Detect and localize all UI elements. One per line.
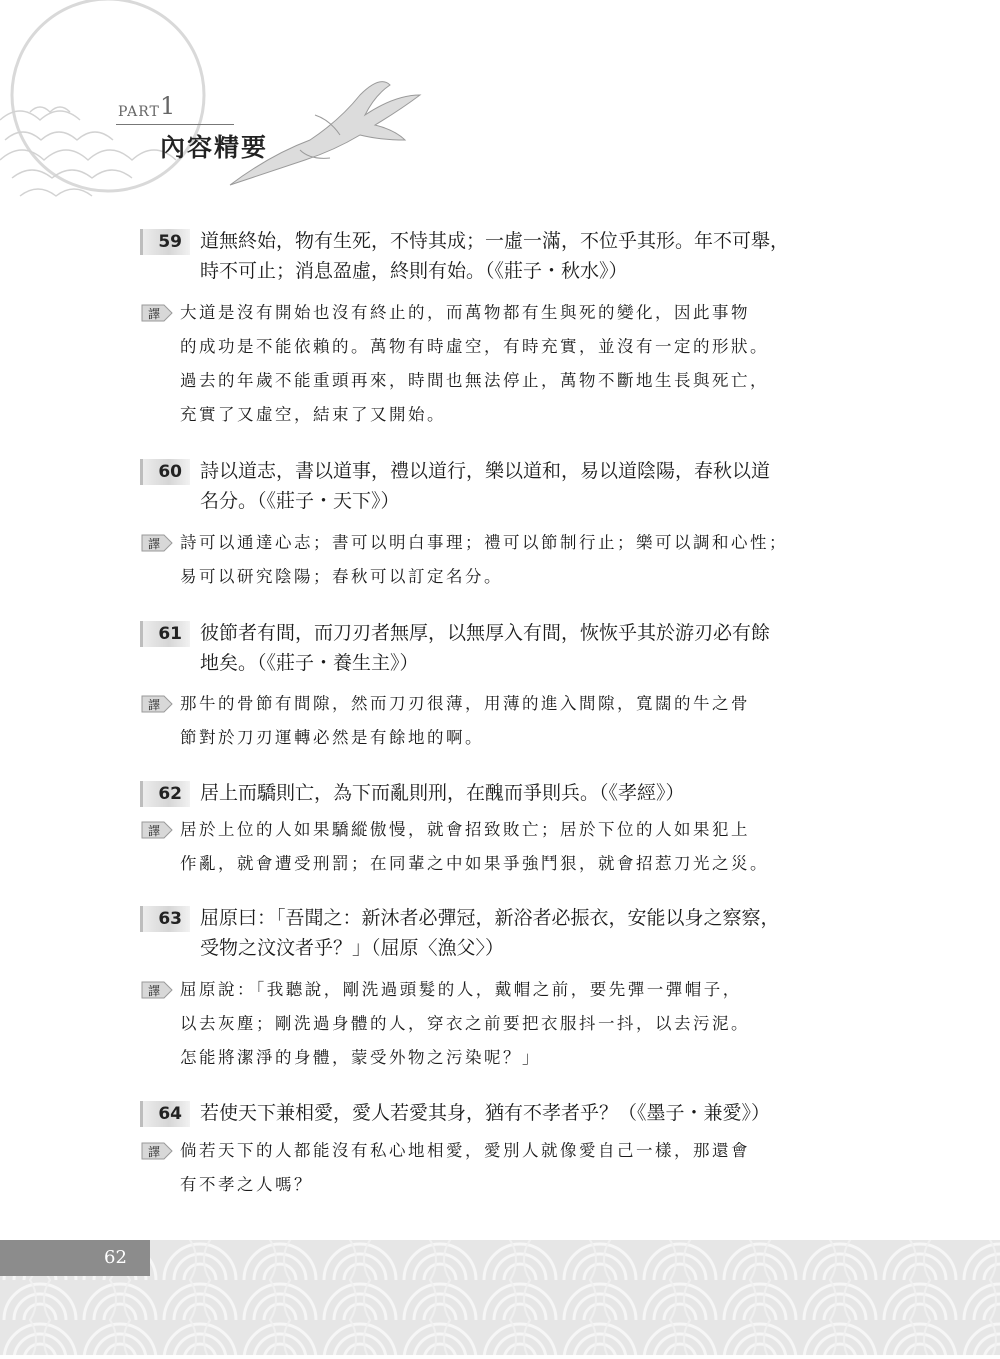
translation-line: 的成功是不能依賴的。萬物有時虛空，有時充實，並沒有一定的形狀。	[180, 337, 769, 356]
original-line: 地矣。（《莊子・養生主》）	[200, 652, 419, 674]
original-line: 受物之汶汶者乎？」（屈原〈漁父〉）	[200, 937, 505, 959]
original-text	[200, 618, 840, 678]
entry-number-badge: 59	[140, 229, 190, 255]
translation-text	[180, 813, 840, 881]
translation-line: 過去的年歲不能重頭再來，時間也無法停止，萬物不斷地生長與死亡，	[180, 371, 769, 390]
translation-badge-icon	[140, 533, 174, 553]
translation-line: 怎能將潔淨的身體，蒙受外物之污染呢？」	[180, 1048, 541, 1067]
entry-number-badge: 60	[140, 459, 190, 485]
translation-line: 充實了又虛空，結束了又開始。	[180, 405, 446, 424]
original-text	[200, 903, 840, 963]
original-text	[200, 226, 840, 286]
translation-line: 倘若天下的人都能沒有私心地相愛，愛別人就像愛自己一樣，那還會	[180, 1141, 750, 1160]
translation-badge-icon	[140, 1141, 174, 1161]
original-line: 屈原曰：「吾聞之：新沐者必彈冠，新浴者必振衣，安能以身之察察，	[200, 907, 780, 929]
original-line: 詩以道志，書以道事，禮以道行，樂以道和，易以道陰陽，春秋以道	[200, 460, 771, 482]
original-line: 若使天下兼相愛，愛人若愛其身，猶有不孝者乎？（《墨子・兼愛》）	[200, 1102, 771, 1124]
section-title: 內容精要	[160, 133, 269, 162]
translation-line: 詩可以通達心志；書可以明白事理；禮可以節制行止；樂可以調和心性；	[180, 533, 788, 552]
translation-label: 譯	[147, 984, 161, 998]
entry-number-badge: 63	[140, 906, 190, 932]
translation-line: 節對於刀刃運轉必然是有餘地的啊。	[180, 728, 484, 747]
original-line: 名分。（《莊子・天下》）	[200, 490, 400, 512]
translation-line: 以去灰塵；剛洗過身體的人，穿衣之前要把衣服抖一抖，以去污泥。	[180, 1014, 750, 1033]
translation-line: 屈原說：「我聽說，剛洗過頭髮的人，戴帽之前，要先彈一彈帽子，	[180, 980, 742, 999]
original-line: 居上而驕則亡，為下而亂則刑，在醜而爭則兵。（《孝經》）	[200, 782, 685, 804]
translation-label: 譯	[147, 824, 161, 838]
translation-line: 居於上位的人如果驕縱傲慢，就會招致敗亡；居於下位的人如果犯上	[180, 820, 750, 839]
translation-line: 易可以研究陰陽；春秋可以訂定名分。	[180, 567, 503, 586]
translation-label: 譯	[147, 307, 161, 321]
original-text	[200, 778, 840, 808]
translation-line: 大道是沒有開始也沒有終止的，而萬物都有生與死的變化，因此事物	[180, 303, 750, 322]
translation-line: 作亂，就會遭受刑罰；在同輩之中如果爭強鬥狠，就會招惹刀光之災。	[180, 854, 769, 873]
translation-line: 有不孝之人嗎？	[180, 1175, 313, 1194]
entry-number-badge: 62	[140, 781, 190, 807]
original-text	[200, 1098, 840, 1128]
translation-badge-icon	[140, 980, 174, 1000]
footer-band	[0, 1240, 1000, 1355]
original-text	[200, 456, 840, 516]
entry-number-badge: 61	[140, 621, 190, 647]
page-number: 62	[104, 1247, 127, 1268]
part-divider	[116, 124, 234, 125]
translation-badge-icon	[140, 694, 174, 714]
translation-text	[180, 526, 840, 594]
translation-label: 譯	[147, 698, 161, 712]
part-number: 1	[160, 92, 176, 120]
translation-text	[180, 973, 840, 1075]
translation-text	[180, 296, 840, 432]
translation-badge-icon	[140, 820, 174, 840]
page-number-box	[0, 1240, 150, 1276]
translation-badge-icon	[140, 303, 174, 323]
original-line: 彼節者有間，而刀刃者無厚，以無厚入有間，恢恢乎其於游刃必有餘	[200, 622, 771, 644]
translation-line: 那牛的骨節有間隙，然而刀刃很薄，用薄的進入間隙，寬闊的牛之骨	[180, 694, 750, 713]
translation-label: 譯	[147, 537, 161, 551]
translation-text	[180, 687, 840, 755]
wave-pattern-icon	[0, 1240, 1000, 1355]
entry-number-badge: 64	[140, 1101, 190, 1127]
part-label: PART	[118, 104, 160, 120]
original-line: 時不可止；消息盈虛，終則有始。（《莊子・秋水》）	[200, 260, 628, 282]
original-line: 道無終始，物有生死，不恃其成；一虛一滿，不位乎其形。年不可舉，	[200, 230, 790, 252]
translation-text	[180, 1134, 840, 1202]
header-decoration	[0, 0, 430, 215]
translation-label: 譯	[147, 1145, 161, 1159]
